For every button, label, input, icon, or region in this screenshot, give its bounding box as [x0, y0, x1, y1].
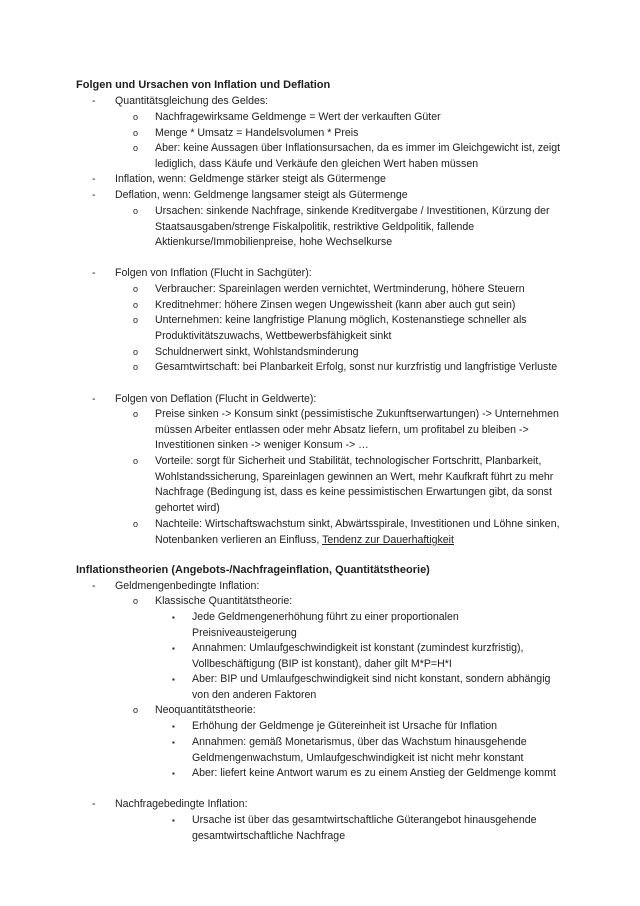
list-item — [133, 313, 565, 344]
dash-bullet: - — [92, 173, 96, 185]
list-item-text: Aber: liefert keine Antwort warum es zu einem Anstieg der Geldmenge kommt — [192, 767, 556, 779]
square-bullet: ▪ — [172, 613, 175, 622]
list-item-text: Gesamtwirtschaft: bei Planbarkeit Erfolg, sonst nur kurzfristig und langfristige Verluste — [155, 361, 558, 373]
list-item-text: Inflation, wenn: Geldmenge stärker steigt als Gütermenge — [115, 173, 386, 185]
circle-bullet: o — [133, 705, 139, 715]
list-item — [133, 345, 565, 361]
list-item — [133, 594, 565, 610]
list-item — [133, 204, 565, 251]
list-item — [133, 703, 565, 719]
list-item — [92, 797, 562, 813]
list-item-text: Deflation, wenn: Geldmenge langsamer steigt als Gütermenge — [115, 189, 408, 201]
list-item — [92, 94, 562, 110]
list-item-text: Aber: BIP und Umlaufgeschwindigkeit sind nicht konstant, sondern abhängig von den anderen Faktoren — [192, 673, 551, 701]
dash-bullet: - — [92, 798, 96, 810]
dash-bullet: - — [92, 580, 96, 592]
list-item — [172, 813, 562, 844]
list-item-text: Ursachen: sinkende Nachfrage, sinkende Kreditvergabe / Investitionen, Kürzung der Staatsausgaben/strenge Fiskalpolitik, restriktive Geldpolitik, fallende Aktienkurse/Immobilienpreise, hohe Wechselkurse — [155, 205, 550, 249]
circle-bullet: o — [133, 456, 139, 466]
list-item — [92, 392, 562, 408]
circle-bullet: o — [133, 112, 139, 122]
list-item — [172, 719, 562, 735]
section-heading-inflation-deflation: Folgen und Ursachen von Inflation und Deflation — [76, 79, 331, 91]
square-bullet: ▪ — [172, 644, 175, 653]
list-item — [92, 172, 562, 188]
list-item — [172, 735, 562, 766]
dash-bullet: - — [92, 95, 96, 107]
circle-bullet: o — [133, 409, 139, 419]
list-item — [133, 282, 565, 298]
nachteile-text: Nachteile: Wirtschaftswachstum sinkt, Abwärtsspirale, Investitionen und Löhne sinken, Notenbanken verlieren an Einfluss, — [155, 518, 560, 546]
list-item-text: Jede Geldmengenerhöhung führt zu einer proportionalen Preisniveausteigerung — [192, 611, 459, 639]
square-bullet: ▪ — [172, 722, 175, 731]
list-item-text: Unternehmen: keine langfristige Planung möglich, Kostenanstiege schneller als Produktivitätszuwachs, Wettbewerbsfähigkeit sinkt — [155, 314, 527, 342]
list-item-text: Ursache ist über das gesamtwirtschaftliche Güterangebot hinausgehende gesamtwirtschaftliche Nachfrage — [192, 814, 537, 842]
list-item — [133, 517, 565, 548]
list-item — [133, 141, 565, 172]
section-heading-inflationstheorien: Inflationstheorien (Angebots-/Nachfrageinflation, Quantitätstheorie) — [76, 564, 430, 576]
list-item-text: Folgen von Inflation (Flucht in Sachgüter): — [115, 267, 312, 279]
dash-bullet: - — [92, 267, 96, 279]
list-item-text: Nachfragewirksame Geldmenge = Wert der verkauften Güter — [155, 111, 441, 123]
list-item-text: Klassische Quantitätstheorie: — [155, 595, 293, 607]
list-item — [92, 266, 562, 282]
list-item — [133, 454, 565, 516]
list-item-text: Kreditnehmer: höhere Zinsen wegen Ungewissheit (kann aber auch gut sein) — [155, 299, 516, 311]
list-item — [133, 126, 565, 142]
circle-bullet: o — [133, 300, 139, 310]
list-item-text: Menge * Umsatz = Handelsvolumen * Preis — [155, 127, 359, 139]
list-item-text: Erhöhung der Geldmenge je Gütereinheit ist Ursache für Inflation — [192, 720, 498, 732]
list-item-text: Folgen von Deflation (Flucht in Geldwerte): — [115, 393, 317, 405]
list-item — [133, 360, 565, 376]
list-item — [172, 610, 562, 641]
square-bullet: ▪ — [172, 769, 175, 778]
circle-bullet: o — [133, 206, 139, 216]
list-item — [172, 672, 562, 703]
square-bullet: ▪ — [172, 816, 175, 825]
list-item — [92, 188, 562, 204]
list-item-text: Quantitätsgleichung des Geldes: — [115, 95, 269, 107]
circle-bullet: o — [133, 315, 139, 325]
circle-bullet: o — [133, 596, 139, 606]
list-item-text: Vorteile: sorgt für Sicherheit und Stabilität, technologischer Fortschritt, Planbarkeit, Wohlstandssicherung, Spareinlagen gewinnen an Wert, mehr Kaufkraft führt zu mehr Nachfrage (Bedingung ist, dass es keine pessimistischen Erwartungen gibt, da sonst gehortet wird) — [155, 455, 554, 514]
list-item-text: Annahmen: Umlaufgeschwindigkeit ist konstant (zumindest kurzfristig), Vollbeschäftigung (BIP ist konstant), daher gilt M*P=H*I — [192, 642, 524, 670]
circle-bullet: o — [133, 284, 139, 294]
dash-bullet: - — [92, 189, 96, 201]
list-item — [172, 766, 562, 782]
list-item — [133, 110, 565, 126]
list-item-text — [155, 517, 565, 548]
list-item-text: Nachfragebedingte Inflation: — [115, 798, 248, 810]
circle-bullet: o — [133, 347, 139, 357]
list-item — [133, 298, 565, 314]
circle-bullet: o — [133, 362, 139, 372]
list-item-text: Preise sinken -> Konsum sinkt (pessimistische Zukunftserwartungen) -> Unternehmen müssen Arbeiter entlassen oder mehr Absatz liefern, um profitabel zu bleiben -> Investitionen sinken -> weniger Konsum -> … — [155, 408, 559, 452]
list-item — [92, 579, 562, 595]
circle-bullet: o — [133, 519, 139, 529]
square-bullet: ▪ — [172, 675, 175, 684]
square-bullet: ▪ — [172, 738, 175, 747]
list-item — [133, 407, 565, 454]
list-item-text: Neoquantitätstheorie: — [155, 704, 256, 716]
list-item-text: Aber: keine Aussagen über Inflationsursachen, da es immer im Gleichgewicht ist, zeigt lediglich, dass Käufe und Verkäufe den gleichen Wert haben müssen — [155, 142, 561, 170]
list-item-text: Schuldnerwert sinkt, Wohlstandsminderung — [155, 346, 359, 358]
list-item-text: Geldmengenbedingte Inflation: — [115, 580, 260, 592]
list-item-text: Verbraucher: Spareinlagen werden vernichtet, Wertminderung, höhere Steuern — [155, 283, 525, 295]
circle-bullet: o — [133, 143, 139, 153]
circle-bullet: o — [133, 128, 139, 138]
list-item — [172, 641, 562, 672]
dash-bullet: - — [92, 393, 96, 405]
list-item-text: Annahmen: gemäß Monetarismus, über das Wachstum hinausgehende Geldmengenwachstum, Umlaufgeschwindigkeit ist nicht mehr konstant — [192, 736, 527, 764]
underlined-phrase: Tendenz zur Dauerhaftigkeit — [322, 533, 454, 546]
